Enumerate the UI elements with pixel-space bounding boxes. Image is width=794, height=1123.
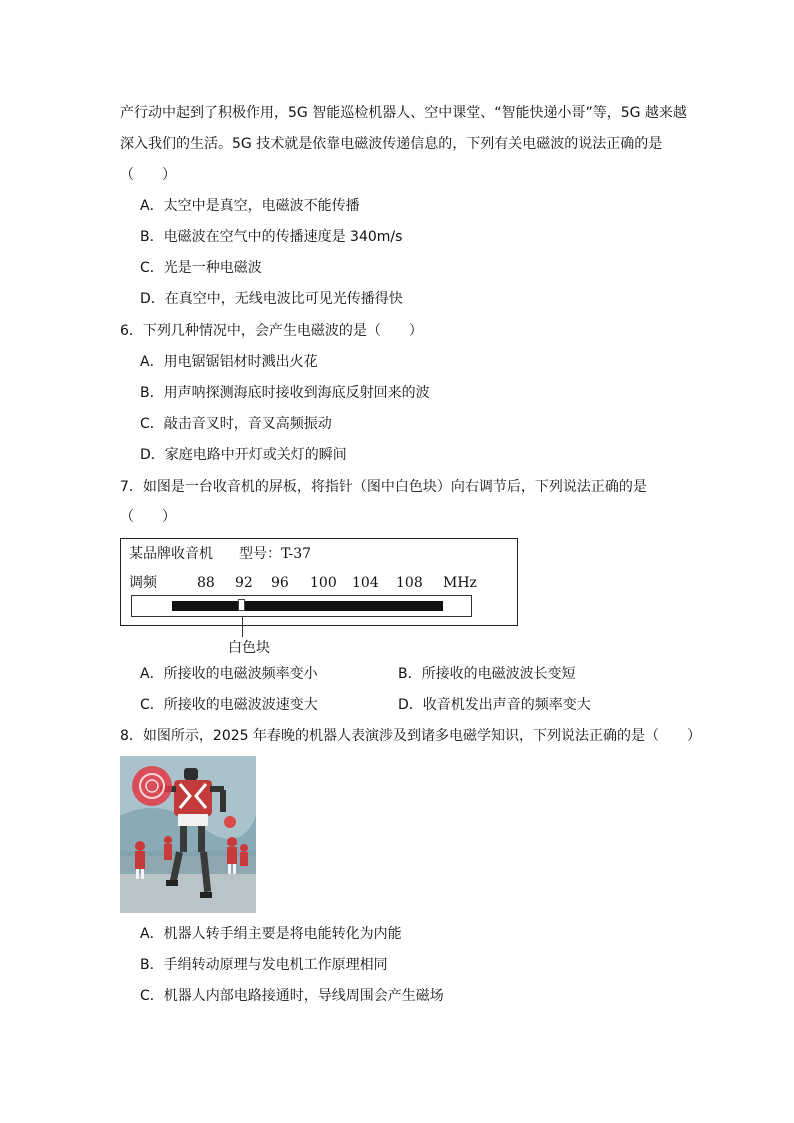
q5-stem-line1: 产行动中起到了积极作用，5G 智能巡检机器人、空中课堂、“智能快递小哥”等，5G 越来越: [120, 105, 687, 121]
q7-answer-blank: （ ）: [120, 509, 176, 525]
q8-stem: 8．如图所示，2025 年春晚的机器人表演涉及到诸多电磁学知识，下列说法正确的是（ ）: [120, 728, 701, 744]
frequency-unit: MHz: [443, 575, 477, 591]
q8-option-c: C．机器人内部电路接通时，导线周围会产生磁场: [140, 988, 444, 1004]
q7-stem: 7．如图是一台收音机的屏板，将指针（图中白色块）向右调节后，下列说法正确的是: [120, 479, 647, 495]
q7-option-a: A．所接收的电磁波频率变小: [140, 666, 318, 682]
scale-mark-92: 92: [235, 575, 253, 591]
radio-model: 型号：T-37: [239, 546, 312, 562]
q5-option-a: A．太空中是真空，电磁波不能传播: [140, 198, 360, 214]
scale-mark-88: 88: [197, 575, 215, 591]
scale-mark-104: 104: [352, 575, 379, 591]
q6-option-d: D．家庭电路中开灯或关灯的瞬间: [140, 447, 347, 463]
tuning-dial: [131, 595, 472, 617]
q5-stem-line2: 深入我们的生活。5G 技术就是依靠电磁波传递信息的，下列有关电磁波的说法正确的是: [120, 136, 663, 152]
q6-option-b: B．用声呐探测海底时接收到海底反射回来的波: [140, 385, 430, 401]
q5-option-c: C．光是一种电磁波: [140, 260, 262, 276]
robot-performance-photo: [120, 756, 256, 913]
pointer-leader-line: [242, 616, 243, 637]
pointer-white-block: [238, 599, 245, 611]
dial-scale-bar: [172, 601, 443, 611]
q6-option-c: C．敲击音叉时，音叉高频振动: [140, 416, 332, 432]
tuning-label: 调频: [129, 575, 157, 591]
q8-option-a: A．机器人转手绢主要是将电能转化为内能: [140, 926, 402, 942]
q5-option-d: D．在真空中，无线电波比可见光传播得快: [140, 291, 403, 307]
radio-brand: 某品牌收音机: [129, 546, 213, 562]
q7-option-b: B．所接收的电磁波波长变短: [398, 666, 576, 682]
q6-option-a: A．用电锯锯铝材时溅出火花: [140, 354, 318, 370]
q5-option-b: B．电磁波在空气中的传播速度是 340m/s: [140, 229, 403, 245]
radio-panel-figure: [120, 538, 518, 626]
scale-mark-100: 100: [310, 575, 337, 591]
q7-option-c: C．所接收的电磁波波速变大: [140, 697, 318, 713]
q5-answer-blank: （ ）: [120, 167, 176, 183]
q8-option-b: B．手绢转动原理与发电机工作原理相同: [140, 957, 388, 973]
q7-option-d: D．收音机发出声音的频率变大: [398, 697, 591, 713]
pointer-label: 白色块: [228, 640, 270, 656]
scale-mark-96: 96: [271, 575, 289, 591]
scale-mark-108: 108: [396, 575, 423, 591]
q6-stem: 6．下列几种情况中，会产生电磁波的是（ ）: [120, 323, 423, 339]
